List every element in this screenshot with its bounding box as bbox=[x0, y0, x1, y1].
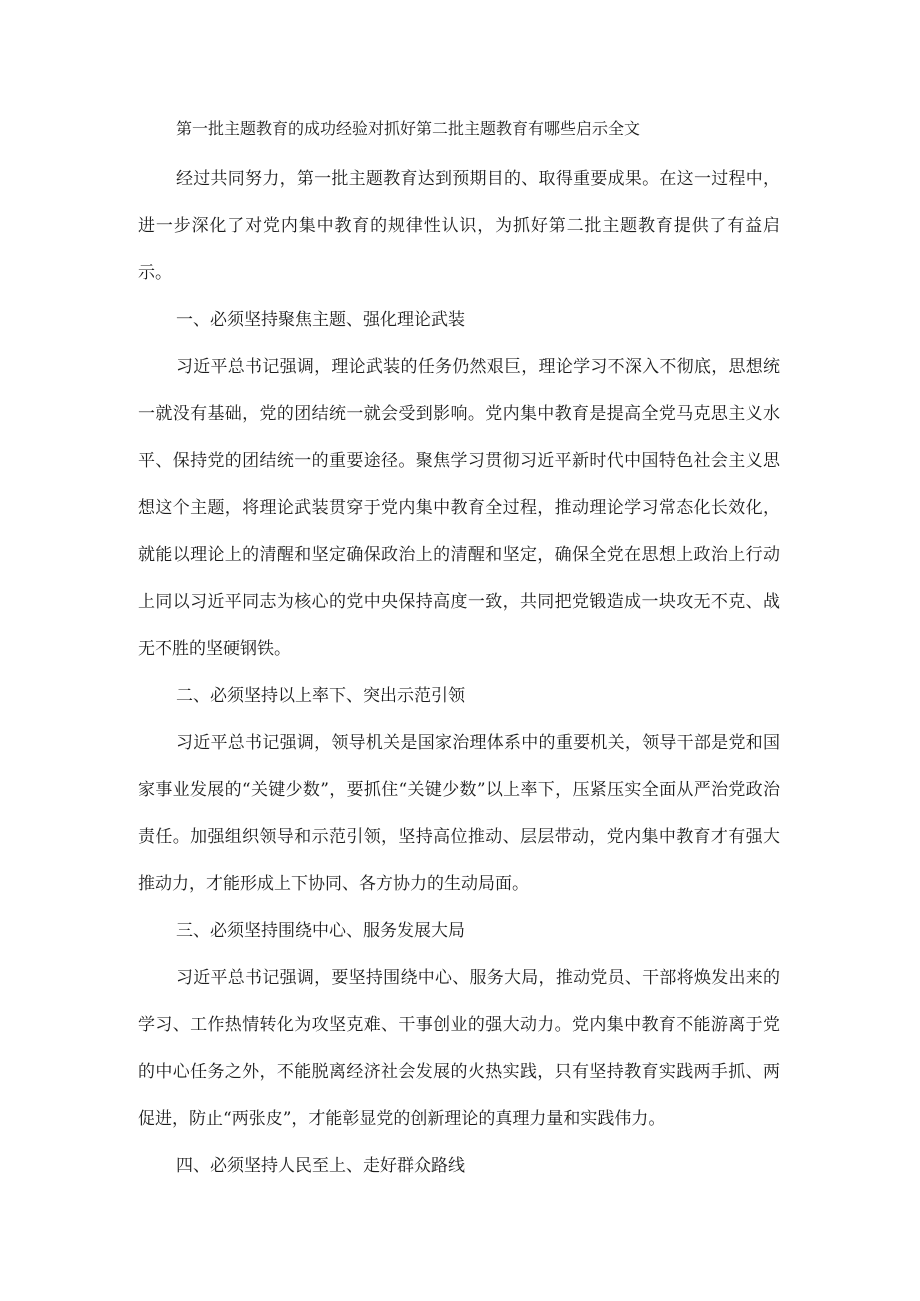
section-3-heading: 三、必须坚持围绕中心、服务发展大局 bbox=[176, 921, 465, 941]
section-1-heading: 一、必须坚持聚焦主题、强化理论武装 bbox=[176, 310, 465, 330]
intro-paragraph: 经过共同努力，第一批主题教育达到预期目的、取得重要成果。在这一过程中，进一步深化了对党内集中教育的规律性认识，为抓好第二批主题教育提供了有益启示。 bbox=[138, 169, 780, 283]
section-4-heading: 四、必须坚持人民至上、走好群众路线 bbox=[176, 1156, 465, 1176]
document-body bbox=[138, 114, 780, 1190]
section-1-paragraph: 习近平总书记强调，理论武装的任务仍然艰巨，理论学习不深入不彻底，思想统一就没有基础，党的团结统一就会受到影响。党内集中教育是提高全党马克思主义水平、保持党的团结统一的重要途径。聚焦学习贯彻习近平新时代中国特色社会主义思想这个主题，将理论武装贯穿于党内集中教育全过程，推动理论学习常态化长效化，就能以理论上的清醒和坚定确保政治上的清醒和坚定，确保全党在思想上政治上行动上同以习近平同志为核心的党中央保持高度一致，共同把党锻造成一块攻无不克、战无不胜的坚硬钢铁。 bbox=[138, 357, 780, 659]
section-2-heading: 二、必须坚持以上率下、突出示范引领 bbox=[176, 686, 465, 706]
section-2-paragraph: 习近平总书记强调，领导机关是国家治理体系中的重要机关，领导干部是党和国家事业发展的“关键少数”，要抓住“关键少数”以上率下，压紧压实全面从严治党政治责任。加强组织领导和示范引领，坚持高位推动、层层带动，党内集中教育才有强大推动力，才能形成上下协同、各方协力的生动局面。 bbox=[138, 733, 780, 894]
section-3-paragraph: 习近平总书记强调，要坚持围绕中心、服务大局，推动党员、干部将焕发出来的学习、工作热情转化为攻坚克难、干事创业的强大动力。党内集中教育不能游离于党的中心任务之外，不能脱离经济社会发展的火热实践，只有坚持教育实践两手抓、两促进，防止“两张皮”，才能彰显党的创新理论的真理力量和实践伟力。 bbox=[138, 968, 780, 1129]
document-title: 第一批主题教育的成功经验对抓好第二批主题教育有哪些启示全文 bbox=[176, 119, 641, 138]
